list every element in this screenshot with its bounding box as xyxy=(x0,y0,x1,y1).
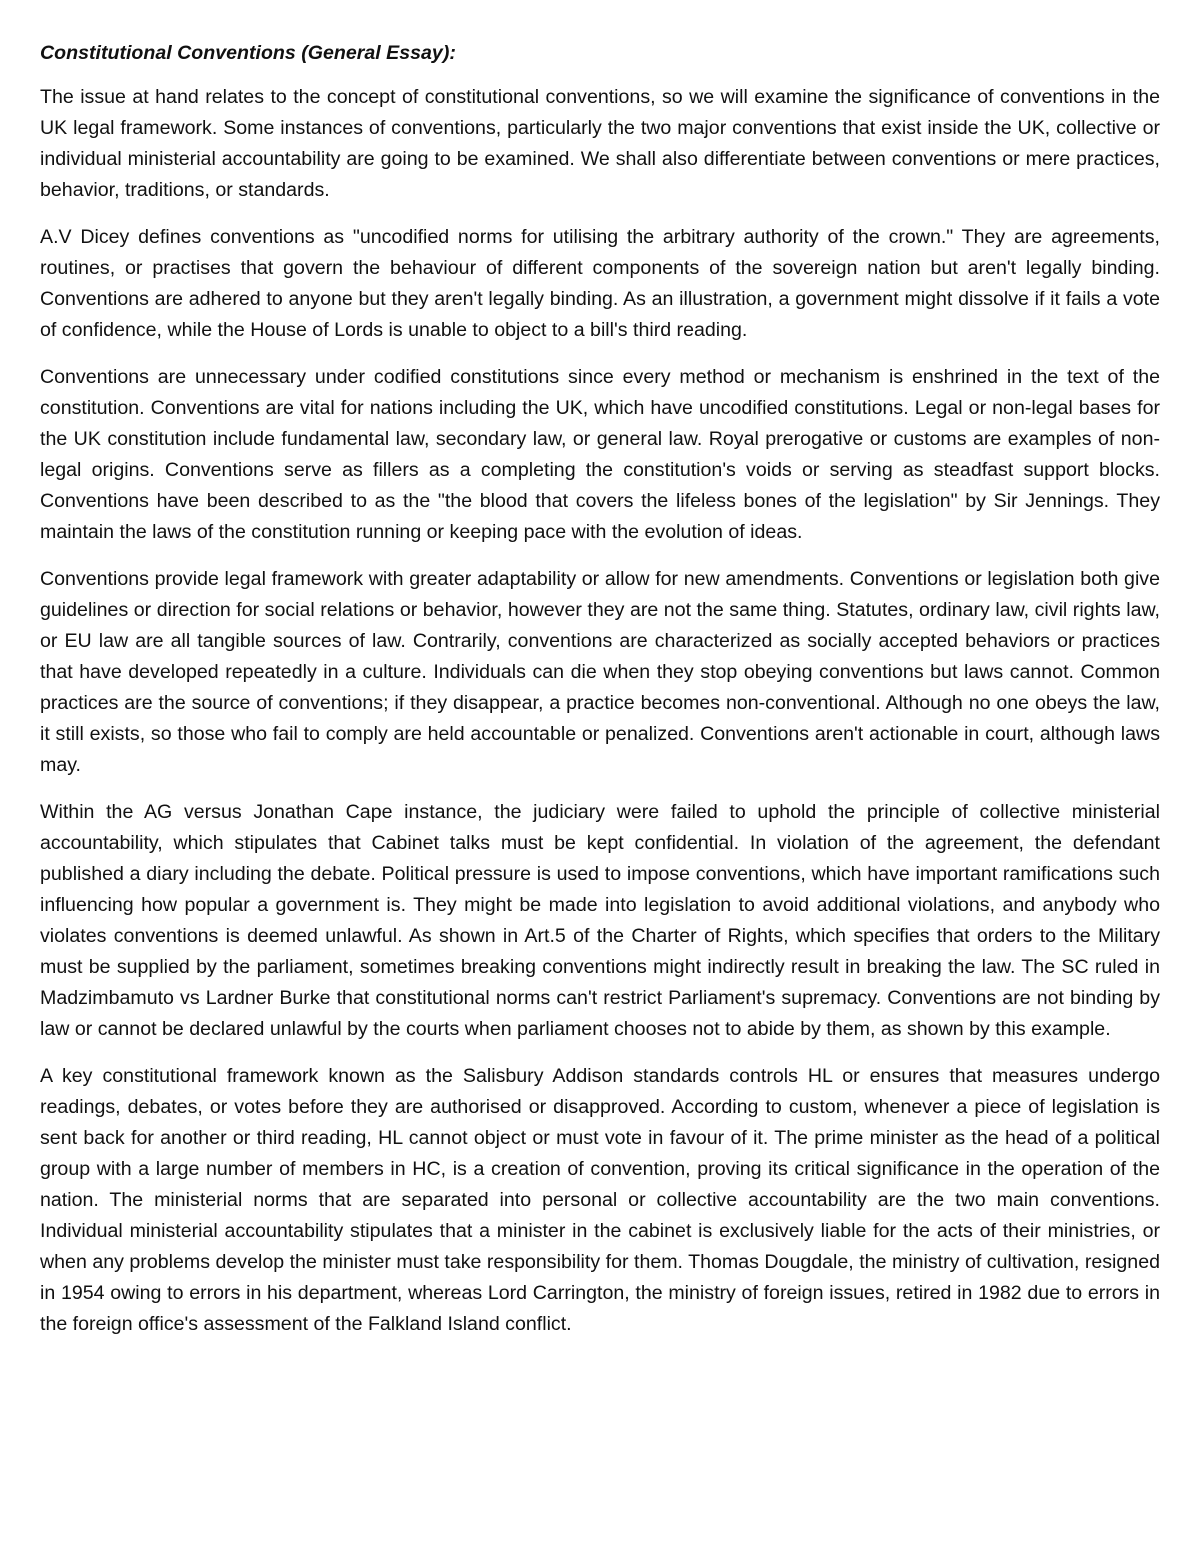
paragraph-codified-constitutions: Conventions are unnecessary under codified constitutions since every method or mechanism is enshrined in the text of the constitution. Conventions are vital for nations including the UK, which have uncodified constitutions. Legal or non-legal bases for the UK constitution include fundamental law, secondary law, or general law. Royal prerogative or customs are examples of non-legal origins. Conventions serve as fillers as a completing the constitution's voids or serving as steadfast support blocks. Conventions have been described to as the "the blood that covers the lifeless bones of the legislation" by Sir Jennings. They maintain the laws of the constitution running or keeping pace with the evolution of ideas. xyxy=(40,366,1160,543)
document-page xyxy=(40,38,1160,1356)
paragraph-jonathan-cape-case: Within the AG versus Jonathan Cape instance, the judiciary were failed to uphold the principle of collective ministerial accountability, which stipulates that Cabinet talks must be kept confidential. In violation of the agreement, the defendant published a diary including the debate. Political pressure is used to impose conventions, which have important ramifications such influencing how popular a government is. They might be made into legislation to avoid additional violations, and anybody who violates conventions is deemed unlawful. As shown in Art.5 of the Charter of Rights, which specifies that orders to the Military must be supplied by the parliament, sometimes breaking conventions might indirectly result in breaking the law. The SC ruled in Madzimbamuto vs Lardner Burke that constitutional norms can't restrict Parliament's supremacy. Conventions are not binding by law or cannot be declared unlawful by the courts when parliament chooses not to abide by them, as shown by this example. xyxy=(40,801,1160,1040)
document-title: Constitutional Conventions (General Essay): xyxy=(40,42,456,64)
paragraph-dicey-definition: A.V Dicey defines conventions as "uncodified norms for utilising the arbitrary authority of the crown." They are agreements, routines, or practises that govern the behaviour of different components of the sovereign nation but aren't legally binding. Conventions are adhered to anyone but they aren't legally binding. As an illustration, a government might dissolve if it fails a vote of confidence, while the House of Lords is unable to object to a bill's third reading. xyxy=(40,226,1160,341)
paragraph-conventions-vs-law: Conventions provide legal framework with greater adaptability or allow for new amendments. Conventions or legislation both give guidelines or direction for social relations or behavior, however they are not the same thing. Statutes, ordinary law, civil rights law, or EU law are all tangible sources of law. Contrarily, conventions are characterized as socially accepted behaviors or practices that have developed repeatedly in a culture. Individuals can die when they stop obeying conventions but laws cannot. Common practices are the source of conventions; if they disappear, a practice becomes non-conventional. Although no one obeys the law, it still exists, so those who fail to comply are held accountable or penalized. Conventions aren't actionable in court, although laws may. xyxy=(40,568,1160,776)
paragraph-introduction: The issue at hand relates to the concept of constitutional conventions, so we will examine the significance of conventions in the UK legal framework. Some instances of conventions, particularly the two major conventions that exist inside the UK, collective or individual ministerial accountability are going to be examined. We shall also differentiate between conventions or mere practices, behavior, traditions, or standards. xyxy=(40,86,1160,201)
paragraph-salisbury-addison: A key constitutional framework known as the Salisbury Addison standards controls HL or ensures that measures undergo readings, debates, or votes before they are authorised or disapproved. According to custom, whenever a piece of legislation is sent back for another or third reading, HL cannot object or must vote in favour of it. The prime minister as the head of a political group with a large number of members in HC, is a creation of convention, proving its critical significance in the operation of the nation. The ministerial norms that are separated into personal or collective accountability are the two main conventions. Individual ministerial accountability stipulates that a minister in the cabinet is exclusively liable for the acts of their ministries, or when any problems develop the minister must take responsibility for them. Thomas Dougdale, the ministry of cultivation, resigned in 1954 owing to errors in his department, whereas Lord Carrington, the ministry of foreign issues, retired in 1982 due to errors in the foreign office's assessment of the Falkland Island conflict. xyxy=(40,1065,1160,1335)
